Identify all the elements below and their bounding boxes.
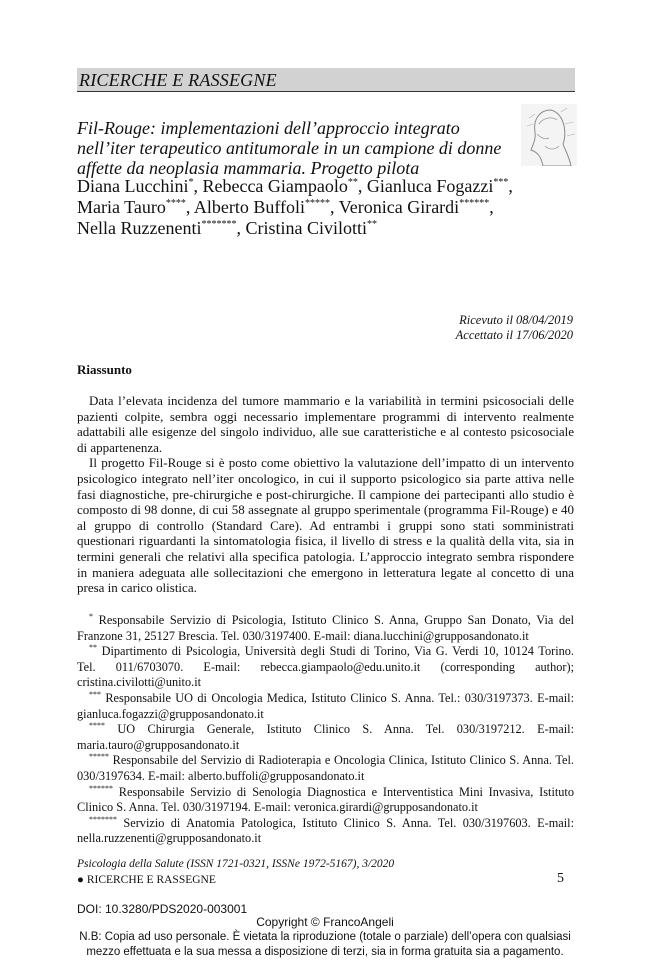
author-name: Alberto Buffoli — [193, 197, 306, 217]
footnote-mark: ******* — [89, 814, 117, 824]
footnote-text: Servizio di Anatomia Patologica, Istituto Clinico S. Anna. Tel. 030/3197603. E-mail: nella.ruzzenenti@grupposandonato.it — [77, 815, 574, 846]
usage-notice-line: mezzo effettuata e la sua messa a disposizione di terzi, sia in forma gratuita sia a pagamento. — [86, 946, 564, 958]
author-name: Veronica Girardi — [338, 197, 460, 217]
author-line: Diana Lucchini*, Rebecca Giampaolo**, Gianluca Fogazzi***, — [77, 176, 513, 196]
author-name: Cristina Civilotti — [245, 218, 367, 238]
abstract-paragraph: Data l’elevata incidenza del tumore mammario e la variabilità in termini psicosociali delle pazienti colpite, sembra oggi necessario implementare programmi di intervento realmente adattabili alle esigenze del singolo individuo, alle sue caratteristiche e al contesto psicosociale di appartenenza. — [77, 393, 574, 455]
footnote-text: UO Chirurgia Generale, Istituto Clinico S. Anna. Tel. 030/3197212. E-mail: maria.tauro@grupposandonato.it — [77, 722, 574, 752]
section-header-bar — [77, 68, 575, 91]
footnote-mark: **** — [89, 721, 105, 731]
abstract-heading: Riassunto — [77, 362, 132, 377]
abstract-paragraph: Il progetto Fil-Rouge si è posto come obiettivo la valutazione dell’impatto di un intervento psicologico integrato nell’iter oncologico, in cui il supporto psicologico sia parte attiva nelle fasi diagnostiche, pre-chirurgiche e post-chirurgiche. Il campione dei partecipanti allo studio è composto di 98 donne, di cui 58 assegnate al gruppo sperimentale (programma Fil-Rouge) e 40 al gruppo di controllo (Standard Care). Ad entrambi i gruppi sono stati somministrati questionari riguardanti la sintomatologia fisica, il livello di stress e la qualità della vita, sia in termini generali che relativi alla specifica patologia. L’approccio integrato sembra rispondere in maniera adeguata alle sollecitazioni che emergono in letteratura legate al concetto di una presa in carico olistica. — [77, 455, 574, 596]
footnote — [77, 785, 574, 816]
footnote — [77, 816, 574, 847]
section-divider — [77, 91, 575, 92]
footnote — [77, 644, 574, 691]
footnote — [77, 691, 574, 722]
usage-notice — [0, 930, 650, 960]
author-name: Gianluca Fogazzi — [366, 176, 494, 196]
accepted-date: Accettato il 17/06/2020 — [455, 328, 573, 342]
footnote-text: Responsabile Servizio di Senologia Diagnostica e Interventistica Mini Invasiva, Istituto Clinico S. Anna. Tel. 030/3197194. E-mail: veronica.girardi@grupposandonato.it — [77, 784, 574, 815]
title-line: affette da neoplasia mammaria. Progetto pilota — [77, 158, 420, 178]
author-mark: ******* — [201, 219, 237, 230]
journal-citation: Psicologia della Salute (ISSN 1721-0321, ISSNe 1972-5167), 3/2020 — [77, 858, 395, 870]
footnote-mark: * — [89, 612, 93, 621]
footnote-text: Dipartimento di Psicologia, Università degli Studi di Torino, Via G. Verdi 10, 10124 Torino. Tel. 011/6703070. E-mail: rebecca.giampaolo@edu.unito.it (corresponding author); cristina.civilotti@unito.it — [77, 644, 574, 690]
article-title — [77, 118, 517, 178]
author-mark: ** — [347, 177, 358, 188]
footer-section-label: ● RICERCHE E RASSEGNE — [77, 874, 216, 886]
footnote-text: Responsabile Servizio di Psicologia, Istituto Clinico S. Anna, Gruppo San Donato, Via del Franzone 31, 25127 Brescia. Tel. 030/3197400. E-mail: diana.lucchini@grupposandonato.it — [77, 613, 574, 643]
footnote-mark: ** — [89, 643, 97, 653]
footnote — [77, 722, 574, 753]
author-name: Maria Tauro — [77, 197, 166, 217]
doi-text: DOI: 10.3280/PDS2020-003001 — [77, 902, 248, 916]
copyright-notice: Copyright © FrancoAngeli — [256, 915, 394, 929]
portrait-engraving-image — [521, 104, 577, 166]
author-mark: ****** — [459, 198, 490, 209]
footnote-mark: ****** — [89, 783, 113, 793]
author-mark: ** — [366, 219, 377, 230]
title-line: nell’iter terapeutico antitumorale in un campione di donne — [77, 138, 502, 158]
author-name: Rebecca Giampaolo — [202, 176, 348, 196]
affiliation-footnotes — [77, 613, 574, 847]
author-name: Diana Lucchini — [77, 176, 189, 196]
author-mark: * — [188, 177, 194, 188]
title-line: Fil-Rouge: implementazioni dell’approccio integrato — [77, 118, 460, 138]
section-header: RICERCHE E RASSEGNE — [79, 70, 277, 90]
author-line: Nella Ruzzenenti*******, Cristina Civilotti** — [77, 218, 377, 238]
author-mark: *** — [493, 177, 509, 188]
usage-notice-line: N.B: Copia ad uso personale. È vietata la riproduzione (totale o parziale) dell’opera con qualsiasi — [79, 931, 571, 943]
author-line: Maria Tauro****, Alberto Buffoli*****, Veronica Girardi******, — [77, 197, 494, 217]
author-name: Nella Ruzzenenti — [77, 218, 202, 238]
footnote — [77, 613, 574, 644]
footnote-mark: *** — [89, 689, 101, 699]
footnote — [77, 753, 574, 784]
footnote-mark: ***** — [89, 752, 109, 762]
footnote-text: Responsabile del Servizio di Radioterapia e Oncologia Clinica, Istituto Clinico S. Anna. Tel. 030/3197634. E-mail: alberto.buffoli@grupposandonato.it — [77, 753, 574, 783]
author-mark: ***** — [305, 198, 331, 209]
page-number: 5 — [557, 871, 564, 886]
submission-dates — [456, 313, 573, 343]
abstract-body — [77, 393, 574, 596]
author-list — [77, 176, 582, 239]
author-mark: **** — [165, 198, 186, 209]
received-date: Ricevuto il 08/04/2019 — [459, 313, 573, 327]
footnote-text: Responsabile UO di Oncologia Medica, Istituto Clinico S. Anna. Tel.: 030/3197373. E-mail: gianluca.fogazzi@grupposandonato.it — [77, 690, 574, 721]
